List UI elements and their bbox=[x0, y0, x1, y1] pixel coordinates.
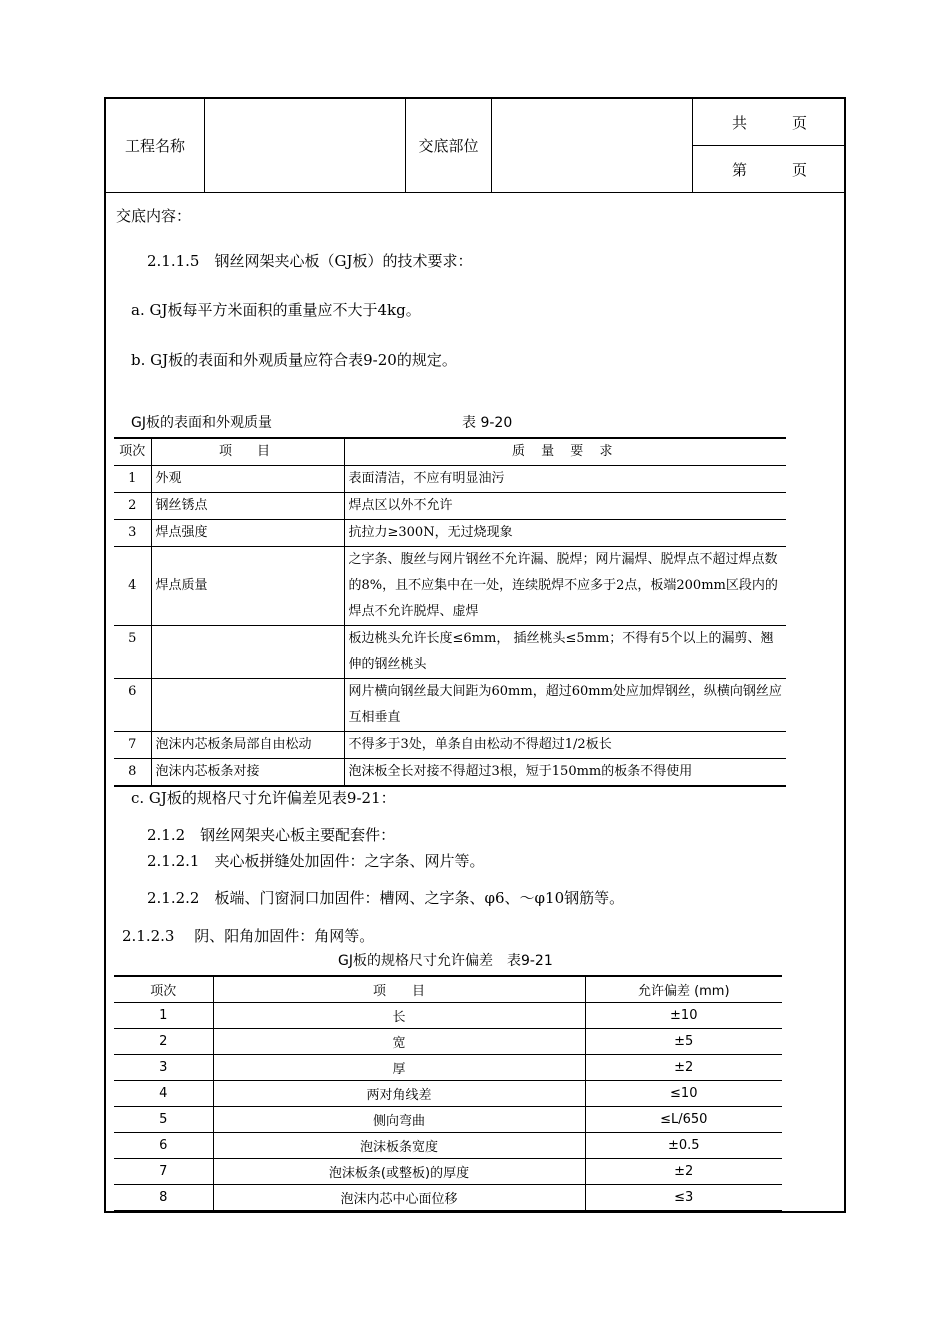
row-no: 2 bbox=[114, 493, 151, 520]
page-number: 第 页 bbox=[731, 160, 807, 179]
row-item: 焊点强度 bbox=[151, 520, 344, 547]
table-row bbox=[114, 493, 786, 520]
row-item bbox=[151, 679, 344, 732]
row-item: 泡沫板条宽度 bbox=[213, 1133, 585, 1159]
row-item bbox=[151, 626, 344, 679]
section-2-1-2-3: 2.1.2.3 阴、阳角加固件：角网等。 bbox=[122, 927, 375, 945]
row-requirement: 焊点区以外不允许 bbox=[344, 493, 786, 520]
row-no: 6 bbox=[114, 1133, 213, 1159]
section-2-1-2-1: 2.1.2.1 夹心板拼缝处加固件：之字条、网片等。 bbox=[147, 852, 485, 870]
row-deviation: ≤3 bbox=[585, 1185, 782, 1212]
row-no: 1 bbox=[114, 1003, 213, 1029]
row-no: 7 bbox=[114, 732, 151, 759]
section-2-1-2-2: 2.1.2.2 板端、门窗洞口加固件：槽网、之字条、φ6、～φ10钢筋等。 bbox=[147, 889, 625, 907]
row-item: 焊点质量 bbox=[151, 547, 344, 626]
table-row bbox=[114, 1081, 782, 1107]
row-deviation: ≤L/650 bbox=[585, 1107, 782, 1133]
row-item: 宽 bbox=[213, 1029, 585, 1055]
row-requirement: 泡沫板全长对接不得超过3根，短于150mm的板条不得使用 bbox=[344, 759, 786, 787]
table-row bbox=[114, 520, 786, 547]
row-no: 5 bbox=[114, 626, 151, 679]
item-a: a. GJ板每平方米面积的重量应不大于4kg。 bbox=[131, 301, 421, 319]
project-name-value bbox=[205, 99, 405, 192]
row-item: 钢丝锈点 bbox=[151, 493, 344, 520]
section-2-1-1-5: 2.1.1.5 钢丝网架夹心板（GJ板）的技术要求： bbox=[147, 252, 473, 270]
row-item: 两对角线差 bbox=[213, 1081, 585, 1107]
tolerance-table bbox=[114, 975, 782, 1212]
divider bbox=[106, 192, 846, 193]
row-item: 厚 bbox=[213, 1055, 585, 1081]
table-row bbox=[114, 732, 786, 759]
table-header-row bbox=[114, 438, 786, 466]
row-deviation: ±5 bbox=[585, 1029, 782, 1055]
header-cell: 项 目 bbox=[213, 976, 585, 1003]
header-cell: 项次 bbox=[114, 438, 151, 466]
row-item: 侧向弯曲 bbox=[213, 1107, 585, 1133]
row-no: 1 bbox=[114, 466, 151, 493]
row-item: 外观 bbox=[151, 466, 344, 493]
row-no: 5 bbox=[114, 1107, 213, 1133]
table-row bbox=[114, 626, 786, 679]
row-no: 3 bbox=[114, 1055, 213, 1081]
row-no: 2 bbox=[114, 1029, 213, 1055]
row-deviation: ±2 bbox=[585, 1055, 782, 1081]
row-deviation: ≤10 bbox=[585, 1081, 782, 1107]
table-header-row bbox=[114, 976, 782, 1003]
table-row bbox=[114, 1185, 782, 1212]
header-cell: 项 目 bbox=[151, 438, 344, 466]
section-2-1-2: 2.1.2 钢丝网架夹心板主要配套件： bbox=[147, 826, 396, 844]
row-no: 4 bbox=[114, 547, 151, 626]
content-label: 交底内容： bbox=[116, 207, 192, 225]
header-cell: 允许偏差 (mm) bbox=[585, 976, 782, 1003]
row-deviation: ±2 bbox=[585, 1159, 782, 1185]
row-requirement: 网片横向钢丝最大间距为60mm，超过60mm处应加焊钢丝，纵横向钢丝应互相垂直 bbox=[344, 679, 786, 732]
row-no: 8 bbox=[114, 759, 151, 787]
table-row bbox=[114, 1133, 782, 1159]
row-requirement: 抗拉力≥300N，无过烧现象 bbox=[344, 520, 786, 547]
table-row bbox=[114, 1159, 782, 1185]
table-row bbox=[114, 1003, 782, 1029]
item-c: c. GJ板的规格尺寸允许偏差见表9-21： bbox=[131, 789, 396, 807]
row-deviation: ±10 bbox=[585, 1003, 782, 1029]
row-requirement: 不得多于3处，单条自由松动不得超过1/2板长 bbox=[344, 732, 786, 759]
row-no: 3 bbox=[114, 520, 151, 547]
table-row bbox=[114, 679, 786, 732]
table-row bbox=[114, 759, 786, 787]
row-no: 7 bbox=[114, 1159, 213, 1185]
item-b: b. GJ板的表面和外观质量应符合表9-20的规定。 bbox=[131, 351, 457, 369]
row-deviation: ±0.5 bbox=[585, 1133, 782, 1159]
table-row bbox=[114, 1029, 782, 1055]
table2-title: GJ板的规格尺寸允许偏差 表9-21 bbox=[338, 953, 553, 969]
table-row bbox=[114, 466, 786, 493]
row-item: 长 bbox=[213, 1003, 585, 1029]
table-row bbox=[114, 1107, 782, 1133]
row-requirement: 板边桃头允许长度≤6mm， 插丝桃头≤5mm；不得有5个以上的漏剪、翘伸的钢丝桃头 bbox=[344, 626, 786, 679]
row-requirement: 表面清洁，不应有明显油污 bbox=[344, 466, 786, 493]
table1-number: 表 9-20 bbox=[462, 415, 513, 431]
project-name-label: 工程名称 bbox=[124, 137, 185, 155]
row-item: 泡沫板条(或整板)的厚度 bbox=[213, 1159, 585, 1185]
table-row bbox=[114, 547, 786, 626]
row-item: 泡沫内芯中心面位移 bbox=[213, 1185, 585, 1212]
row-no: 6 bbox=[114, 679, 151, 732]
table1-title: GJ板的表面和外观质量 bbox=[131, 415, 272, 431]
row-item: 泡沫内芯板条局部自由松动 bbox=[151, 732, 344, 759]
row-no: 8 bbox=[114, 1185, 213, 1212]
header-cell: 质 量 要 求 bbox=[344, 438, 786, 466]
row-no: 4 bbox=[114, 1081, 213, 1107]
header-cell: 项次 bbox=[114, 976, 213, 1003]
location-label: 交底部位 bbox=[418, 137, 479, 155]
total-pages: 共 页 bbox=[731, 113, 807, 132]
location-value bbox=[492, 99, 692, 192]
row-requirement: 之字条、腹丝与网片钢丝不允许漏、脱焊；网片漏焊、脱焊点不超过焊点数的8%，且不应集中在一处，连续脱焊不应多于2点，板端200mm区段内的焊点不允许脱焊、虚焊 bbox=[344, 547, 786, 626]
row-item: 泡沫内芯板条对接 bbox=[151, 759, 344, 787]
table-row bbox=[114, 1055, 782, 1081]
quality-table bbox=[114, 437, 786, 787]
